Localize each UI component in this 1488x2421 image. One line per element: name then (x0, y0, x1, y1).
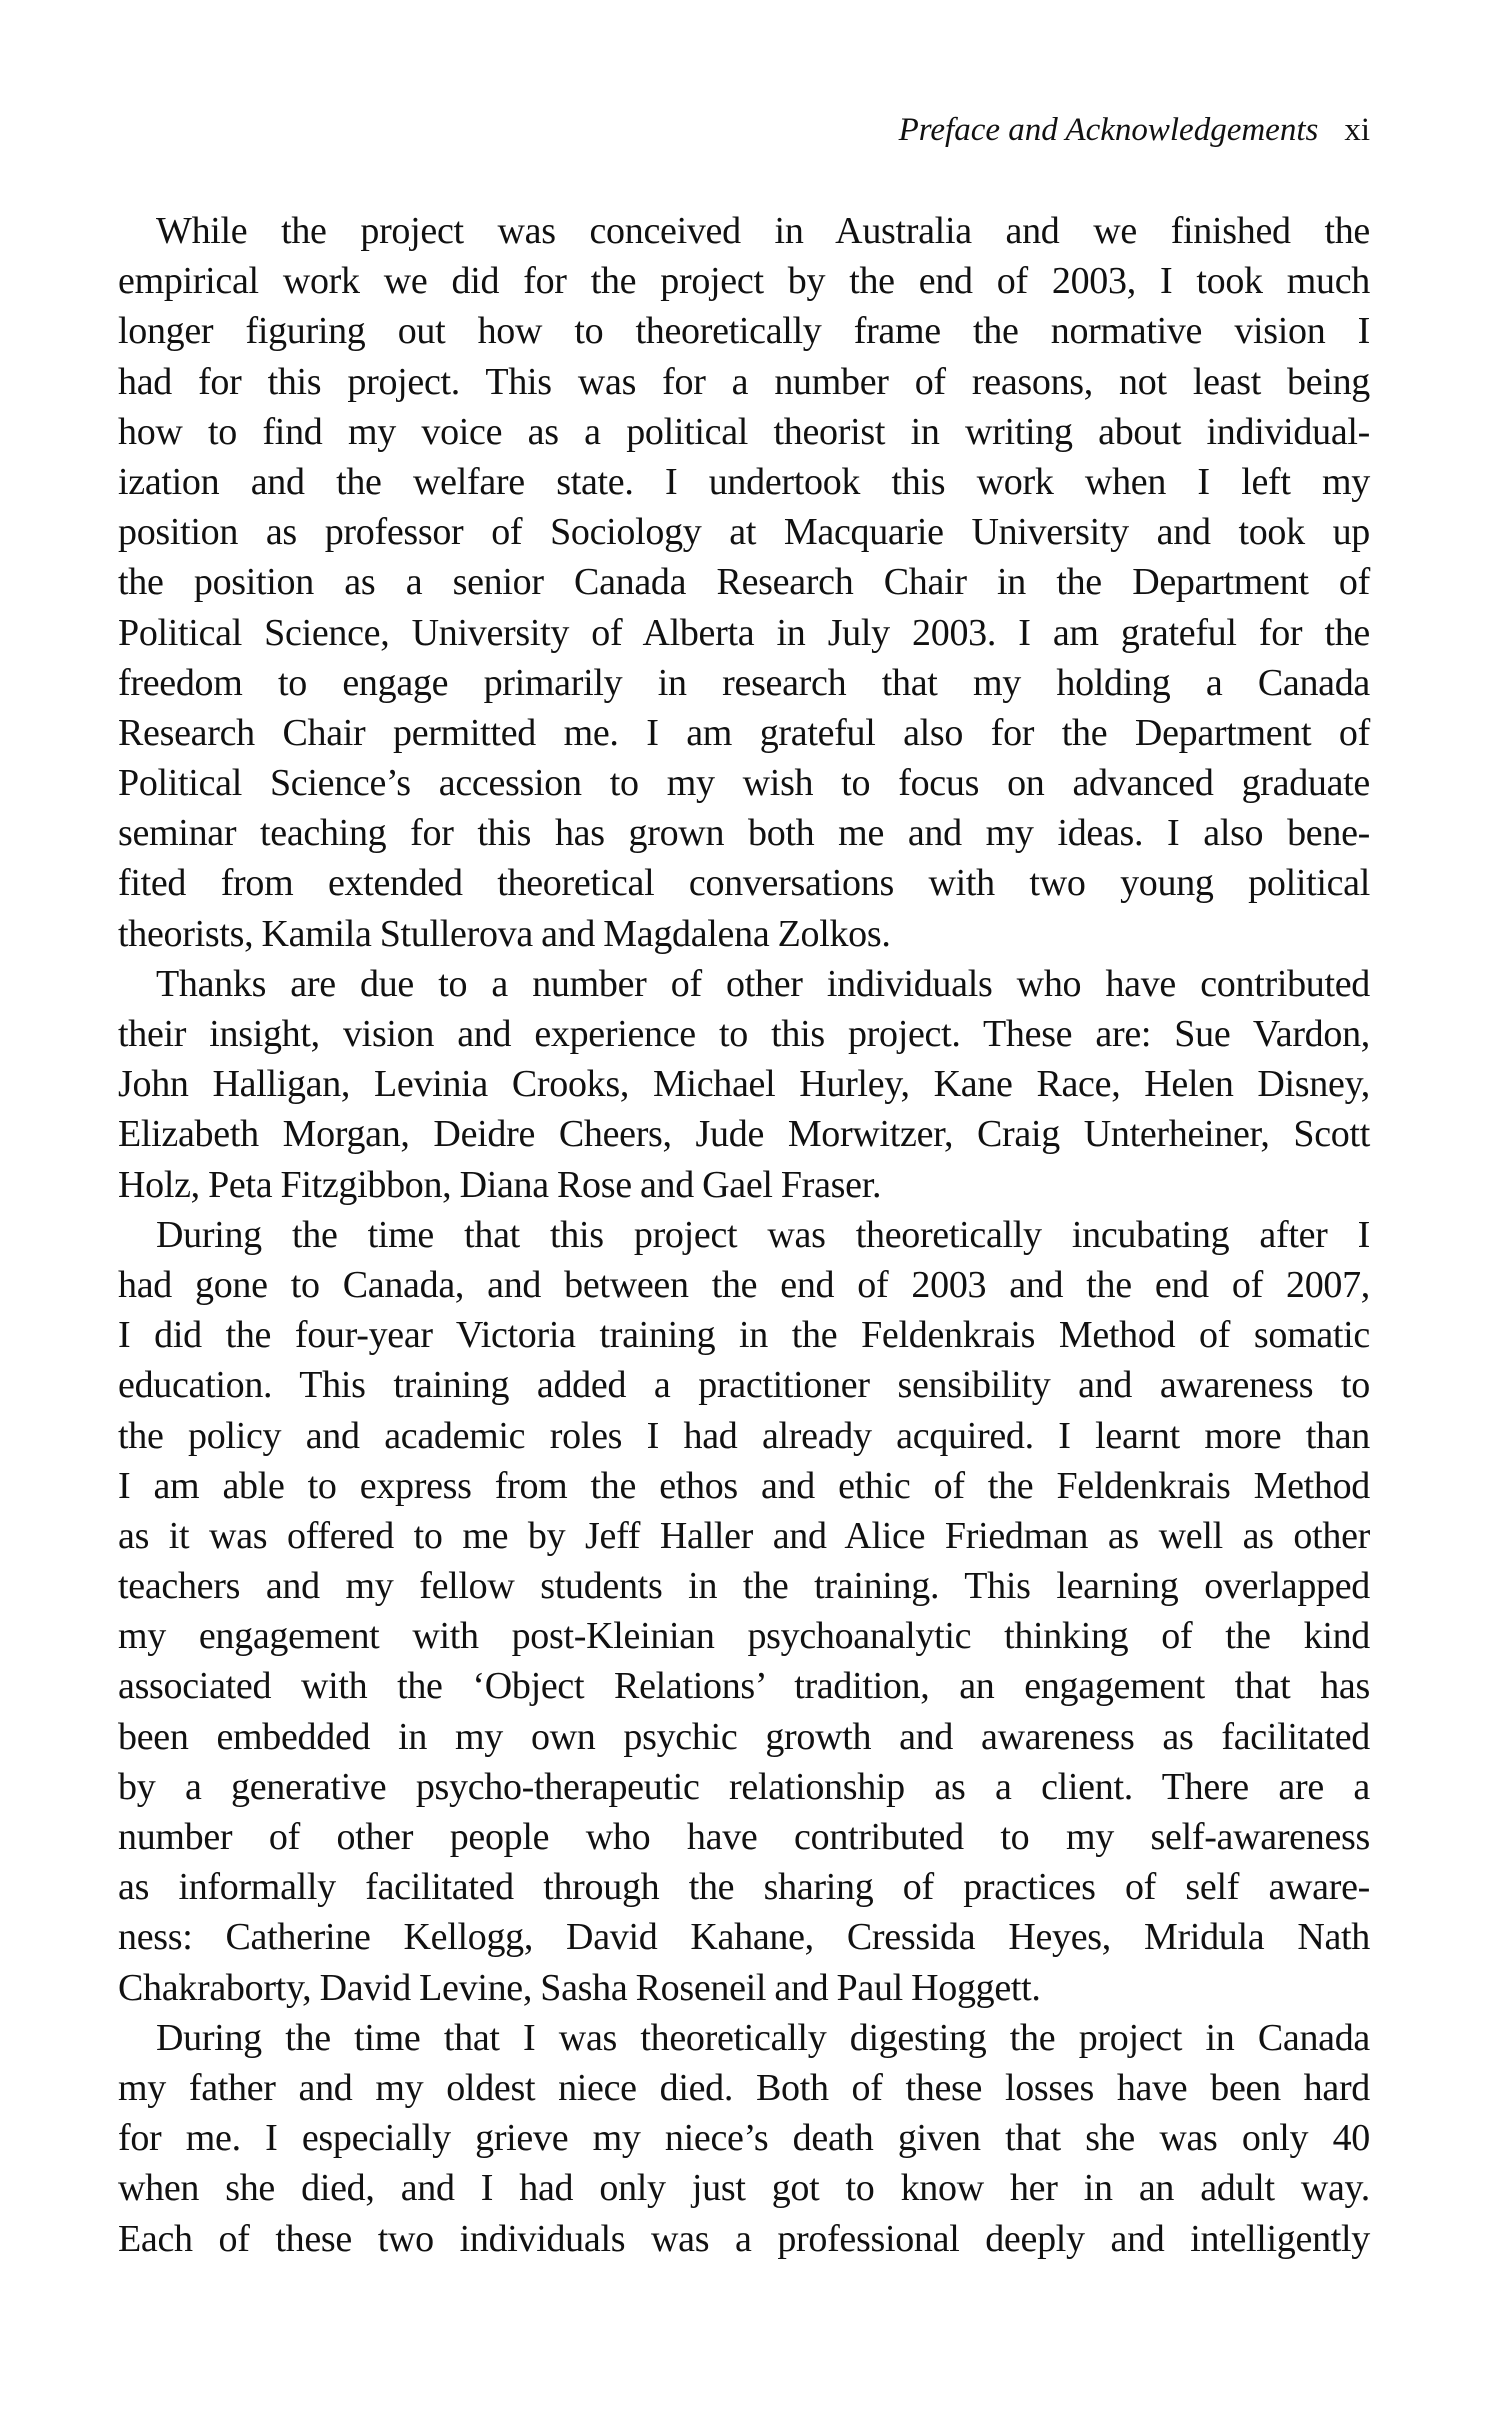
text-line: During the time that I was theoretically digesting the project in Canada (156, 2016, 1370, 2059)
text-line: the position as a senior Canada Research Chair in the Department of (118, 561, 1370, 604)
text-line: ization and the welfare state. I undertook this work when I left my (118, 460, 1370, 503)
text-line: Chakraborty, David Levine, Sasha Roseneil and Paul Hoggett. (118, 1966, 1041, 2009)
text-line: empirical work we did for the project by the end of 2003, I took much (118, 260, 1370, 303)
text-line: position as professor of Sociology at Macquarie University and took up (118, 511, 1370, 554)
text-line: how to find my voice as a political theorist in writing about individual- (118, 410, 1370, 453)
text-line: I did the four-year Victoria training in the Feldenkrais Method of somatic (118, 1314, 1370, 1357)
text-line: Political Science, University of Alberta in July 2003. I am grateful for the (118, 611, 1370, 654)
paragraph-1 (118, 206, 1370, 959)
text-line: John Halligan, Levinia Crooks, Michael Hurley, Kane Race, Helen Disney, (118, 1063, 1370, 1106)
body-text (118, 206, 1370, 2264)
text-line: education. This training added a practitioner sensibility and awareness to (118, 1364, 1370, 1407)
text-line: While the project was conceived in Australia and we finished the (156, 210, 1370, 252)
text-line: freedom to engage primarily in research that my holding a Canada (118, 661, 1370, 704)
text-line: I am able to express from the ethos and ethic of the Feldenkrais Method (118, 1464, 1370, 1507)
text-line: been embedded in my own psychic growth and awareness as facilitated (118, 1715, 1370, 1758)
text-line: seminar teaching for this has grown both me and my ideas. I also bene- (118, 812, 1370, 855)
text-line: for me. I especially grieve my niece’s death given that she was only 40 (118, 2117, 1370, 2160)
text-line: teachers and my fellow students in the training. This learning overlapped (118, 1565, 1370, 1608)
text-line: Research Chair permitted me. I am grateful also for the Department of (118, 711, 1370, 754)
text-line: Thanks are due to a number of other individuals who have contributed (156, 962, 1370, 1005)
text-line: theorists, Kamila Stullerova and Magdalena Zolkos. (118, 912, 891, 955)
running-head (0, 108, 1370, 152)
running-head-title: Preface and Acknowledgements (898, 112, 1319, 148)
text-line: fited from extended theoretical conversations with two young political (118, 862, 1370, 905)
page-number: xi (1344, 112, 1370, 148)
paragraph-4 (118, 2013, 1370, 2264)
text-line: my father and my oldest niece died. Both of these losses have been hard (118, 2066, 1370, 2109)
text-line: Holz, Peta Fitzgibbon, Diana Rose and Gael Fraser. (118, 1163, 882, 1206)
text-line: their insight, vision and experience to this project. These are: Sue Vardon, (118, 1013, 1370, 1055)
text-line: ness: Catherine Kellogg, David Kahane, Cressida Heyes, Mridula Nath (118, 1916, 1370, 1959)
text-line: During the time that this project was theoretically incubating after I (156, 1213, 1370, 1256)
text-line: by a generative psycho-therapeutic relationship as a client. There are a (118, 1765, 1370, 1808)
text-line: longer figuring out how to theoretically frame the normative vision I (118, 310, 1370, 353)
text-line: Elizabeth Morgan, Deidre Cheers, Jude Morwitzer, Craig Unterheiner, Scott (118, 1113, 1370, 1156)
text-line: had gone to Canada, and between the end of 2003 and the end of 2007, (118, 1263, 1370, 1306)
text-line: as informally facilitated through the sharing of practices of self aware- (118, 1866, 1370, 1909)
text-line: the policy and academic roles I had already acquired. I learnt more than (118, 1414, 1370, 1457)
text-line: associated with the ‘Object Relations’ tradition, an engagement that has (118, 1665, 1370, 1708)
text-line: number of other people who have contributed to my self-awareness (118, 1816, 1370, 1858)
text-line: as it was offered to me by Jeff Haller and Alice Friedman as well as other (118, 1514, 1370, 1557)
text-line: my engagement with post-Kleinian psychoanalytic thinking of the kind (118, 1615, 1370, 1658)
text-line: Each of these two individuals was a professional deeply and intelligently (118, 2217, 1370, 2260)
text-line: had for this project. This was for a number of reasons, not least being (118, 360, 1370, 403)
paragraph-3 (118, 1210, 1370, 2013)
text-line: when she died, and I had only just got to know her in an adult way. (118, 2167, 1370, 2210)
paragraph-2 (118, 959, 1370, 1210)
text-line: Political Science’s accession to my wish to focus on advanced graduate (118, 762, 1370, 805)
